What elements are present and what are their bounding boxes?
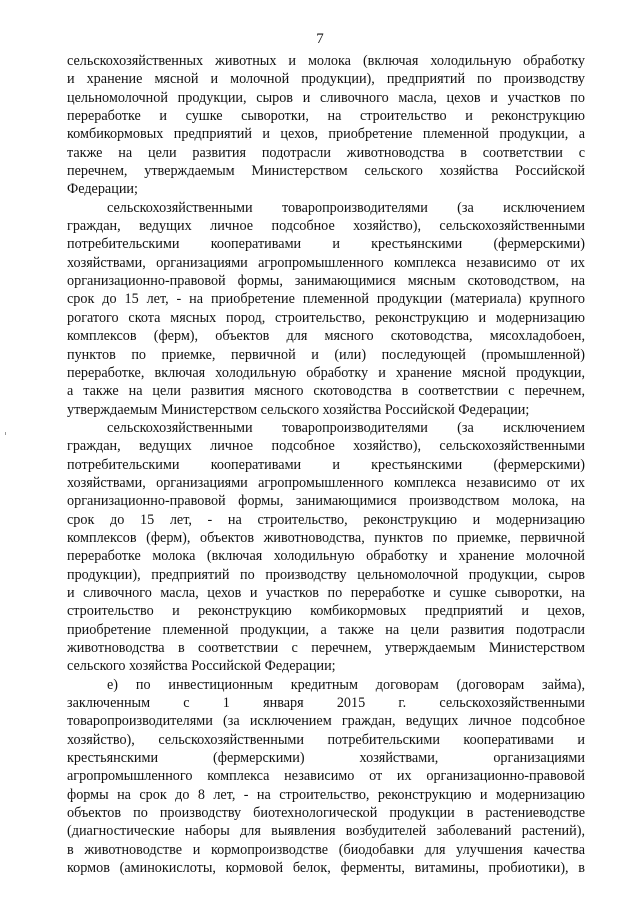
text-line: рогатого скота мясных пород, строительство, реконструкцию и модернизацию (67, 309, 585, 326)
text-line: сельскохозяйственными товаропроизводителями (за исключением (107, 419, 585, 436)
text-line: переработке, включая холодильную обработку и хранение мясной продукции, (67, 364, 585, 381)
text-line: срок до 15 лет, - на приобретение племенной продукции (материала) крупного (67, 291, 585, 308)
paragraph-1 (67, 52, 585, 199)
text-line: сельскохозяйственных животных и молока (включая холодильную обработку (67, 53, 585, 69)
text-line: а также на цели развития мясного скотоводства в соответствии с перечнем, (67, 383, 585, 400)
text-line: граждан, ведущих личное подсобное хозяйство), сельскохозяйственными (67, 218, 585, 235)
text-line: заключенным с 1 января 2015 г. сельскохозяйственными (67, 695, 585, 712)
text-line: потребительскими кооперативами и крестьянскими (фермерскими) (67, 236, 585, 253)
text-line: и хранение мясной и молочной продукции), предприятий по производству (67, 71, 585, 88)
text-line: комбикормовых предприятий и цехов, приобретение племенной продукции, а (67, 126, 585, 143)
paragraph-2 (67, 199, 585, 419)
text-line: в животноводстве и кормопроизводстве (биодобавки для улучшения качества (67, 841, 585, 858)
text-line: комплексов (ферм), объектов для мясного скотоводства, мясохладобоен, (67, 328, 585, 345)
document-body (67, 52, 585, 877)
text-line: также на цели развития подотрасли животноводства в соответствии с (67, 144, 585, 161)
text-line: и сливочного масла, цехов и участков по переработке и сушке сыворотки, на (67, 584, 585, 601)
text-line: агропромышленного комплекса независимо от их организационно-правовой (67, 768, 585, 785)
text-line: пунктов по приемке, первичной и (или) последующей (промышленной) (67, 346, 585, 363)
text-line: перечнем, утверждаемым Министерством сельского хозяйства Российской (67, 163, 585, 180)
text-line: приобретение племенной продукции, а также на цели развития подотрасли (67, 621, 585, 638)
text-line: переработке и сушке сыворотки, на строительство и реконструкцию (67, 108, 585, 125)
text-line: хозяйствами, организациями агропромышленного комплекса независимо от их (67, 474, 585, 491)
text-line: организационно-правовой формы, занимающимися мясным скотоводством, на (67, 273, 585, 290)
text-line: строительство и реконструкцию комбикормовых предприятий и цехов, (67, 603, 585, 620)
text-line: переработке молока (включая холодильную обработку и хранение молочной (67, 548, 585, 565)
text-line: утверждаемым Министерством сельского хозяйства Российской Федерации; (67, 401, 530, 418)
text-line: граждан, ведущих личное подсобное хозяйство), сельскохозяйственными (67, 438, 585, 455)
text-line: цельномолочной продукции, сыров и сливочного масла, цехов и участков по (67, 89, 585, 106)
paragraph-3 (67, 419, 585, 676)
text-line: животноводства в соответствии с перечнем, утверждаемым Министерством (67, 640, 585, 656)
text-line: Федерации; (67, 181, 138, 198)
paragraph-item-e (67, 676, 585, 878)
text-line: (диагностические наборы для выявления возбудителей заболеваний растений), (67, 823, 585, 840)
text-line: е) по инвестиционным кредитным договорам (договорам займа), (107, 676, 585, 693)
scan-mark (5, 432, 6, 435)
text-line: потребительскими кооперативами и крестьянскими (фермерскими) (67, 456, 585, 473)
text-line: хозяйство), сельскохозяйственными потребительскими кооперативами и (67, 731, 585, 748)
text-line: продукции), предприятий по производству цельномолочной продукции, сыров (67, 566, 585, 583)
text-line: крестьянскими (фермерскими) хозяйствами, организациями (67, 750, 585, 767)
text-line: организационно-правовой формы, занимающимися производством молока, на (67, 493, 585, 510)
text-line: срок до 15 лет, - на строительство, реконструкцию и модернизацию (67, 511, 585, 528)
text-line: товаропроизводителями (за исключением граждан, ведущих личное подсобное (67, 713, 585, 730)
text-line: формы на срок до 8 лет, - на строительство, реконструкцию и модернизацию (67, 786, 585, 803)
text-line: хозяйствами, организациями агропромышленного комплекса независимо от их (67, 254, 585, 271)
text-line: сельскохозяйственными товаропроизводителями (за исключением (107, 199, 585, 216)
text-line: объектов по производству биотехнологической продукции в растениеводстве (67, 805, 585, 822)
text-line: кормов (аминокислоты, кормовой белок, ферменты, витамины, пробиотики), в (67, 860, 585, 877)
text-line: сельского хозяйства Российской Федерации; (67, 658, 336, 675)
page-number: 7 (316, 31, 324, 47)
text-line: комплексов (ферм), объектов животноводства, пунктов по приемке, первичной (67, 529, 585, 546)
